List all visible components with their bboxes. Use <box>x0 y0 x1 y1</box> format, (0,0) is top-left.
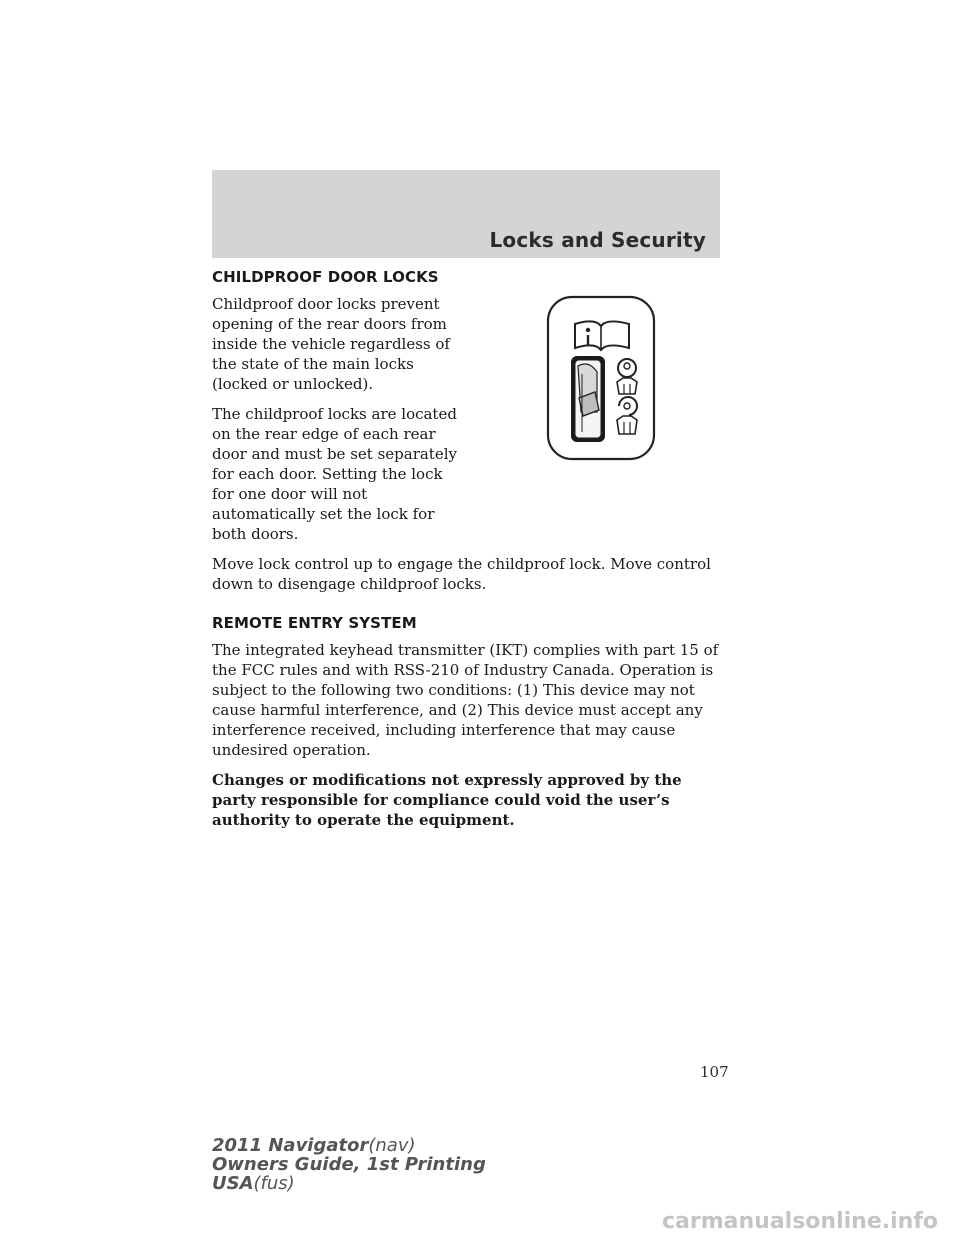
page-number: 107 <box>700 1063 729 1081</box>
watermark-text: carmanualsonline.info <box>662 1209 938 1234</box>
childproof-paragraph-2: The childproof locks are located on the rear edge of each rear door and must be set separately for each door. Setting the lock for one door will not automatically set the lock for both doors. <box>212 405 457 543</box>
section-title: Locks and Security <box>489 228 706 252</box>
owner-manual-info-icon <box>575 321 629 350</box>
footer-line-2: Owners Guide, 1st Printing <box>212 1154 486 1175</box>
footer-line-3 <box>212 1174 486 1193</box>
childproof-lock-figure <box>545 294 657 462</box>
footer-model-code: (nav) <box>368 1135 416 1156</box>
footer-line-1 <box>212 1136 486 1155</box>
childproof-paragraph-1: Childproof door locks prevent opening of the rear doors from inside the vehicle regardless of the state of the main locks (locked or unlocked). <box>212 295 450 393</box>
remote-entry-heading: REMOTE ENTRY SYSTEM <box>212 614 417 632</box>
footer-model: 2011 Navigator <box>212 1135 369 1156</box>
childproof-lock-illustration <box>545 294 657 462</box>
page-content <box>212 268 724 840</box>
section-header-band <box>212 170 720 258</box>
remote-entry-section <box>212 614 724 830</box>
footer-region-code: (fus) <box>253 1173 295 1194</box>
print-footer <box>212 1136 486 1193</box>
footer-region: USA <box>212 1173 254 1194</box>
childproof-paragraph-3: Move lock control up to engage the childproof lock. Move control down to disengage childproof locks. <box>212 555 711 593</box>
lock-lever-icon <box>571 356 605 442</box>
childproof-section <box>212 268 724 544</box>
remote-entry-paragraph: The integrated keyhead transmitter (IKT) complies with part 15 of the FCC rules and with RSS-210 of Industry Canada. Operation is subject to the following two conditions: (1) This device may not cause harmful interference, and (2) This device must accept any interference received, including interference that may cause undesired operation. <box>212 641 719 759</box>
childproof-heading: CHILDPROOF DOOR LOCKS <box>212 268 439 286</box>
remote-entry-warning: Changes or modifications not expressly approved by the party responsible for compliance could void the user’s authority to operate the equipment. <box>212 771 682 829</box>
